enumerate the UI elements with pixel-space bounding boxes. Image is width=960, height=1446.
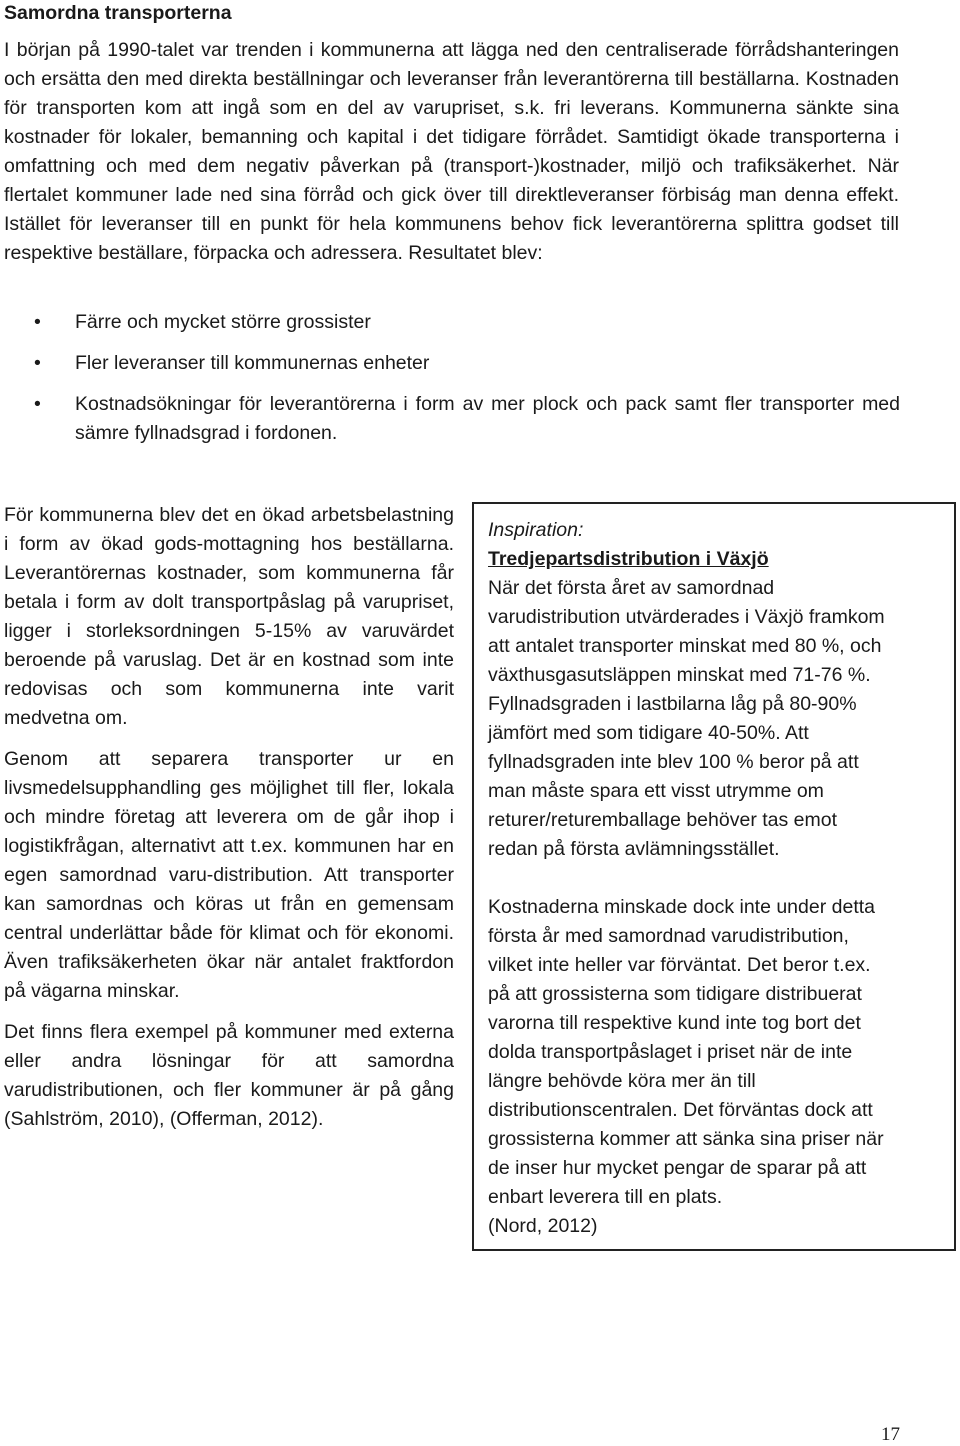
inspiration-label: Inspiration:	[488, 519, 584, 541]
bullet-item	[0, 390, 900, 448]
box-paragraph-2	[488, 893, 940, 1241]
box-line: att antalet transporter minskat med 80 %, och	[488, 635, 882, 657]
box-line: (Nord, 2012)	[488, 1215, 598, 1237]
section-heading: Samordna transporterna	[4, 2, 232, 24]
box-paragraph-1	[488, 574, 940, 864]
box-line: fyllnadsgraden inte blev 100 % beror på att	[488, 751, 859, 773]
bullet-glyph: •	[34, 393, 41, 415]
box-line: enbart leverera till en plats.	[488, 1186, 723, 1208]
inspiration-box	[472, 502, 956, 1251]
box-line: distributionscentralen. Det förväntas dock att	[488, 1099, 873, 1121]
bullet-item	[0, 308, 900, 337]
box-line: Kostnaderna minskade dock inte under detta	[488, 896, 876, 918]
box-line: man måste spara ett visst utrymme om	[488, 780, 824, 802]
box-gap	[488, 864, 940, 893]
box-line: längre behövde köra mer än till	[488, 1070, 756, 1092]
bullet-glyph: •	[34, 311, 41, 333]
inspiration-title: Tredjepartsdistribution i Växjö	[488, 548, 769, 570]
box-line: varudistribution utvärderades i Växjö framkom	[488, 606, 885, 628]
intro-sentence-2: Samtidigt ökade transporterna i omfattning och med dem negativ påverkan på (transport-)kostnader, miljö och trafiksäkerhet. När flertalet kommuner lade ned sina förråd och gick över till direktleveranser förbiság man denna effekt. Istället för leveranser till en punkt för hela kommunens behov fick leverantörerna splittra godset till respektive beställare, förpacka och adressera. Resultatet blev:	[4, 126, 899, 264]
left-paragraph-1: För kommunerna blev det en ökad arbetsbelastning i form av ökad gods-mottagning hos beställarna. Leverantörernas kostnader, som kommunerna får betala i form av dolt transportpåslag på varupriset, ligger i storleksordningen 5-15% av varuvärdet beroende på varuslag. Det är en kostnad som inte redovisas och som kommunerna inte varit medvetna om.	[4, 504, 454, 729]
bullet-text: Kostnadsökningar för leverantörerna i form av mer plock och pack samt fler transporter med sämre fyllnadsgrad i fordonen.	[75, 393, 900, 444]
box-line: redan på första avlämningsstället.	[488, 838, 780, 860]
intro-sentence-1: I början på 1990-talet var trenden i kommunerna att lägga ned den centraliserade förrådshanteringen och ersätta den med direkta beställningar och leveranser från leverantörerna till beställarna. Kostnaden för transporten kom att ingå som en del av varupriset, s.k. fri leverans. Kommunerna sänkte sina kostnader för lokaler, bemanning och kapital i det tidigare förrådet.	[4, 39, 899, 148]
result-bullet-list	[0, 308, 900, 460]
box-line: första år med samordnad varudistribution,	[488, 925, 849, 947]
bullet-glyph: •	[34, 352, 41, 374]
bullet-text: Färre och mycket större grossister	[75, 311, 371, 333]
box-line: jämfört med som tidigare 40-50%. Att	[488, 722, 809, 744]
box-line: Fyllnadsgraden i lastbilarna låg på 80-90%	[488, 693, 857, 715]
box-line: dolda transportpåslaget i priset när de inte	[488, 1041, 853, 1063]
box-line: vilket inte heller var förväntat. Det beror t.ex.	[488, 954, 871, 976]
left-paragraph-3: Det finns flera exempel på kommuner med externa eller andra lösningar för att samordna varudistributionen, och fler kommuner är på gång (Sahlström, 2010), (Offerman, 2012).	[4, 1021, 454, 1130]
box-line: När det första året av samordnad	[488, 577, 775, 599]
box-line: på att grossisterna som tidigare distribuerat	[488, 983, 862, 1005]
box-line: returer/returemballage behöver tas emot	[488, 809, 838, 831]
intro-paragraph	[4, 36, 899, 268]
left-paragraph-2: Genom att separera transporter ur en livsmedelsupphandling ges möjlighet till fler, lokala och mindre företag att leverera om de går ihop i logistikfrågan, alternativt att t.ex. kommunen har en egen samordnad varu-distribution. Att transporter kan samordnas och köras ut från en gemensam central underlättar både för klimat och för ekonomi. Även trafiksäkerheten ökar när antalet fraktfordon på vägarna minskar.	[4, 748, 454, 1002]
page-number: 17	[881, 1424, 900, 1445]
bullet-text: Fler leveranser till kommunernas enheter	[75, 352, 430, 374]
left-column	[4, 501, 454, 1146]
box-line: de inser hur mycket pengar de sparar på att	[488, 1157, 867, 1179]
box-line: grossisterna kommer att sänka sina priser när	[488, 1128, 884, 1150]
bullet-item	[0, 349, 900, 378]
box-line: varorna till respektive kund inte tog bort det	[488, 1012, 861, 1034]
box-line: växthusgasutsläppen minskat med 71-76 %.	[488, 664, 871, 686]
